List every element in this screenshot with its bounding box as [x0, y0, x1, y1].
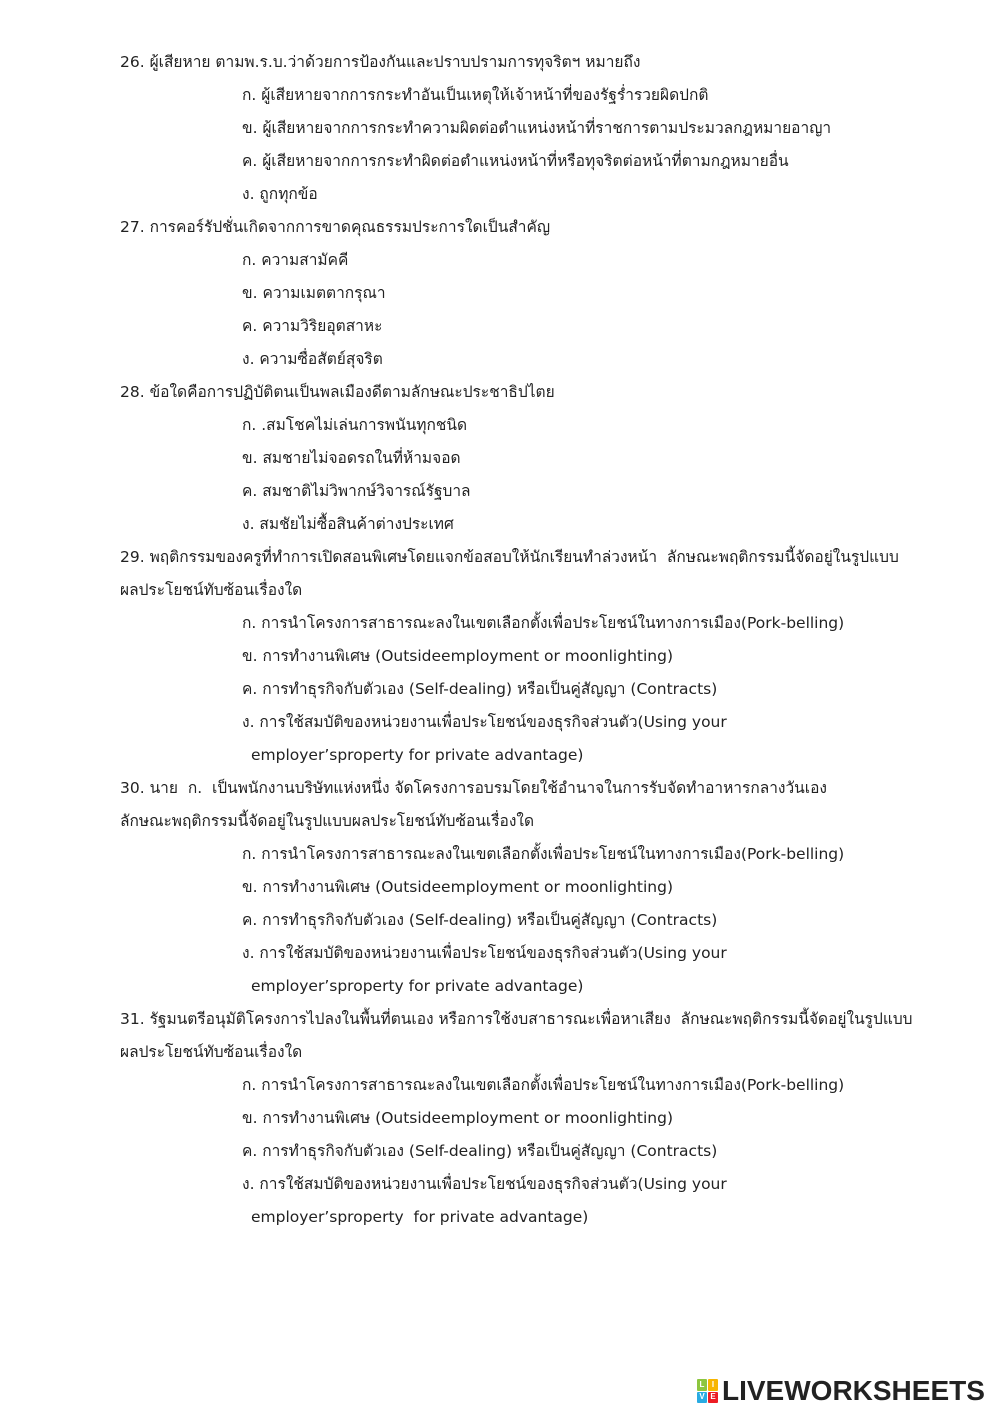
q26-option-c: ค. ผู้เสียหายจากการกระทำผิดต่อตำแหน่งหน้าที่หรือทุจริตต่อหน้าที่ตามกฎหมายอื่น — [242, 152, 789, 170]
q26-option-d: ง. ถูกทุกข้อ — [242, 185, 318, 203]
q29-stem-line-2: ผลประโยชน์ทับซ้อนเรื่องใด — [120, 581, 303, 599]
q26-stem: 26. ผู้เสียหาย ตามพ.ร.บ.ว่าด้วยการป้องกันและปราบปรามการทุจริตฯ หมายถึง — [120, 53, 641, 71]
q28-option-c: ค. สมชาติไม่วิพากษ์วิจารณ์รัฐบาล — [242, 482, 471, 500]
q31-option-d: ง. การใช้สมบัติของหน่วยงานเพื่อประโยชน์ของธุรกิจส่วนตัว(Using your — [242, 1175, 727, 1193]
liveworksheets-logo-text: LIVEWORKSHEETS — [722, 1375, 985, 1406]
liveworksheets-logo-icon — [697, 1379, 718, 1403]
q26-option-a: ก. ผู้เสียหายจากการกระทำอันเป็นเหตุให้เจ้าหน้าที่ของรัฐร่ำรวยผิดปกติ — [242, 86, 709, 104]
q30-option-c: ค. การทำธุรกิจกับตัวเอง (Self-dealing) หรือเป็นคู่สัญญา (Contracts) — [242, 911, 718, 929]
q29-option-b: ข. การทำงานพิเศษ (Outsideemployment or moonlighting) — [242, 647, 673, 665]
liveworksheets-logo — [697, 1377, 985, 1405]
q31-stem-line-1: 31. รัฐมนตรีอนุมัติโครงการไปลงในพื้นที่ตนเอง หรือการใช้งบสาธารณะเพื่อหาเสียง ลักษณะพฤติกรรมนี้จัดอยู่ในรูปแบบ — [120, 1010, 913, 1028]
q30-option-b: ข. การทำงานพิเศษ (Outsideemployment or moonlighting) — [242, 878, 673, 896]
question-29 — [0, 541, 980, 772]
q28-option-d: ง. สมชัยไม่ซื้อสินค้าต่างประเทศ — [242, 515, 454, 533]
q31-option-d-continuation: employer’sproperty for private advantage) — [251, 1208, 589, 1226]
q27-option-c: ค. ความวิริยอุตสาหะ — [242, 317, 383, 335]
q30-option-d: ง. การใช้สมบัติของหน่วยงานเพื่อประโยชน์ของธุรกิจส่วนตัว(Using your — [242, 944, 727, 962]
q27-stem: 27. การคอร์รัปชั่นเกิดจากการขาดคุณธรรมประการใดเป็นสำคัญ — [120, 218, 551, 236]
question-30 — [0, 772, 980, 1003]
q30-option-a: ก. การนำโครงการสาธารณะลงในเขตเลือกตั้งเพื่อประโยชน์ในทางการเมือง(Pork-belling) — [242, 845, 845, 863]
logo-tile-i: I — [708, 1379, 718, 1391]
question-27 — [0, 211, 980, 376]
q28-option-a: ก. .สมโชคไม่เล่นการพนันทุกชนิด — [242, 416, 468, 434]
q29-option-c: ค. การทำธุรกิจกับตัวเอง (Self-dealing) หรือเป็นคู่สัญญา (Contracts) — [242, 680, 718, 698]
question-26 — [0, 46, 980, 211]
q27-option-a: ก. ความสามัคคี — [242, 251, 349, 269]
q29-stem-line-1: 29. พฤติกรรมของครูที่ทำการเปิดสอนพิเศษโดยแจกข้อสอบให้นักเรียนทำล่วงหน้า ลักษณะพฤติกรรมนี้จัดอยู่ในรูปแบบ — [120, 548, 899, 566]
q30-stem-line-1: 30. นาย ก. เป็นพนักงานบริษัทแห่งหนึ่ง จัดโครงการอบรมโดยใช้อำนาจในการรับจัดทำอาหารกลางวันเอง — [120, 779, 827, 797]
q27-option-d: ง. ความซื่อสัตย์สุจริต — [242, 350, 383, 368]
q29-option-d: ง. การใช้สมบัติของหน่วยงานเพื่อประโยชน์ของธุรกิจส่วนตัว(Using your — [242, 713, 727, 731]
q28-option-b: ข. สมชายไม่จอดรถในที่ห้ามจอด — [242, 449, 461, 467]
q31-option-c: ค. การทำธุรกิจกับตัวเอง (Self-dealing) หรือเป็นคู่สัญญา (Contracts) — [242, 1142, 718, 1160]
q29-option-d-continuation: employer’sproperty for private advantage) — [251, 746, 584, 764]
q28-stem: 28. ข้อใดคือการปฏิบัติตนเป็นพลเมืองดีตามลักษณะประชาธิปไตย — [120, 383, 555, 401]
q31-stem-line-2: ผลประโยชน์ทับซ้อนเรื่องใด — [120, 1043, 303, 1061]
logo-tile-v: V — [697, 1392, 707, 1404]
logo-tile-l: L — [697, 1379, 707, 1391]
logo-tile-e: E — [708, 1392, 718, 1404]
q30-option-d-continuation: employer’sproperty for private advantage) — [251, 977, 584, 995]
question-31 — [0, 1003, 980, 1234]
q27-option-b: ข. ความเมตตากรุณา — [242, 284, 386, 302]
q30-stem-line-2: ลักษณะพฤติกรรมนี้จัดอยู่ในรูปแบบผลประโยชน์ทับซ้อนเรื่องใด — [120, 812, 535, 830]
q26-option-b: ข. ผู้เสียหายจากการกระทำความผิดต่อตำแหน่งหน้าที่ราชการตามประมวลกฎหมายอาญา — [242, 119, 832, 137]
q31-option-b: ข. การทำงานพิเศษ (Outsideemployment or moonlighting) — [242, 1109, 673, 1127]
q31-option-a: ก. การนำโครงการสาธารณะลงในเขตเลือกตั้งเพื่อประโยชน์ในทางการเมือง(Pork-belling) — [242, 1076, 845, 1094]
worksheet-page — [0, 46, 980, 1234]
q29-option-a: ก. การนำโครงการสาธารณะลงในเขตเลือกตั้งเพื่อประโยชน์ในทางการเมือง(Pork-belling) — [242, 614, 845, 632]
question-28 — [0, 376, 980, 541]
